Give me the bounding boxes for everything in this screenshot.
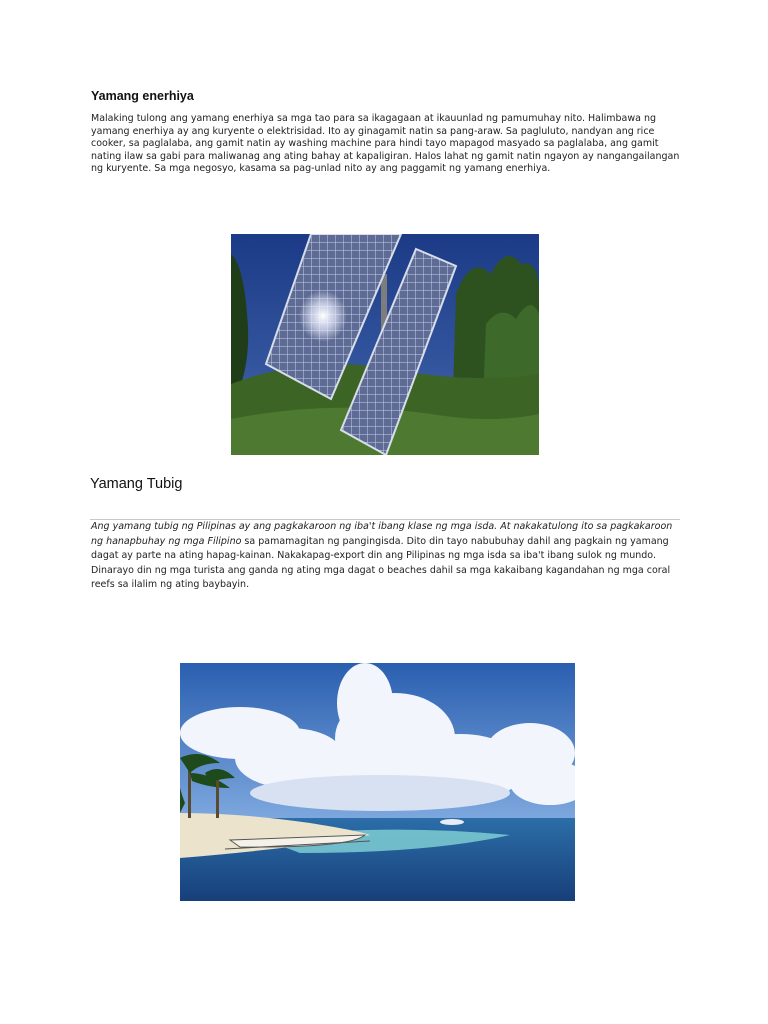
solar-panels-photo [231, 234, 539, 455]
section-title-yamang-tubig: Yamang Tubig [90, 476, 183, 492]
section-body-yamang-tubig [91, 520, 683, 593]
section-title-yamang-enerhiya: Yamang enerhiya [91, 89, 194, 103]
section-body-rest: sa pamamagitan ng pangingisda. Dito din tayo nabubuhay dahil ang pagkain ng yamang dagat ay parte na ating hapag-kainan. Nakakapag-export din ang Pilipinas ng mga isda sa iba't ibang sulok ng mundo. Dinarayo din ng mga turista ang ganda ng ating mga dagat o beaches dahil sa mga kakaibang kagandahan ng mga coral reefs sa ilalim ng ating baybayin. [91, 535, 671, 591]
section-body-italic: Ang yamang tubig ng Pilipinas ay ang pagkakaroon ng iba't ibang klase ng mga isda. At nakakatulong ito sa pagkakaroon ng hanapbuhay ng mga Filipino [91, 521, 673, 547]
section-body-yamang-enerhiya: Malaking tulong ang yamang enerhiya sa mga tao para sa ikagagaan at ikauunlad ng pamumuhay nito. Halimbawa ng yamang enerhiya ay ang kuryente o elektrisidad. Ito ay ginagamit natin sa pang-araw. Sa pagluluto, nandyan ang rice cooker, sa paglalaba, ang gamit natin ay washing machine para hindi tayo mapagod masyado sa paglalaba, ang gamit nating ilaw sa gabi para maliwanag ang ating bahay at kapaligiran. Halos lahat ng gamit natin ngayon ay nangangailangan ng kuryente. Sa mga negosyo, kasama sa pag-unlad nito ay ang paggamit ng yamang enerhiya. [91, 113, 680, 175]
beach-photo [180, 663, 575, 901]
